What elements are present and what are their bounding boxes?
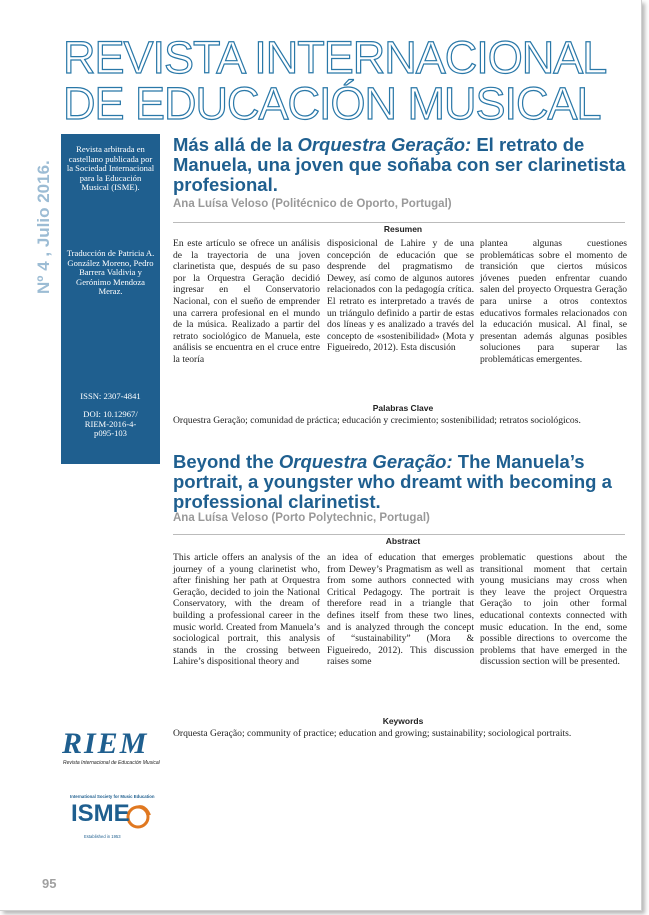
- abstract-heading: Abstract: [385, 536, 421, 546]
- spanish-abstract-col-1: En este artículo se ofrece un análisis de la trayectoria de una joven clarinetista que, después de su paso por la Orquestra Geração decidió ingresar en el Conservatorio Nacional, con el sueño de emprender una carrera profesional en el mundo de la música. Realizado a partir del retrato sociológico de Manuela, este análisis se encuentra en el cruce entre la teoría: [173, 238, 320, 365]
- spanish-author: Ana Luísa Veloso (Politécnico de Oporto, Portugal): [173, 198, 452, 210]
- doi-line-3: p095-103: [94, 428, 127, 439]
- resumen-heading: Resumen: [383, 224, 423, 234]
- english-abstract-col-3: problematic questions about the transitional moment that certain young musicians may cross when they leave the project Orquestra Geração to join other formal educational contexts connected with music education. In the end, some possible directions to overcome the problems that have emerged in the discussion section will be presented.: [480, 552, 627, 668]
- issue-label: Nº 4 , Julio 2016.: [34, 160, 53, 294]
- sidebar-intro: Revista arbitrada en castellano publicada por la Sociedad Internacional para la Educación Musical (ISME).: [66, 144, 155, 193]
- page-number: 95: [42, 876, 57, 891]
- isme-logo: ISME: [71, 800, 130, 827]
- logos-block: [62, 727, 162, 847]
- journal-title-line-2: DE EDUCACIÓN MUSICAL: [63, 78, 601, 129]
- isme-subtitle: International Society for Music Education: [70, 794, 155, 799]
- spanish-title-part-1: Más allá de la: [173, 134, 298, 155]
- sidebar-issn: ISSN: 2307-4841: [80, 391, 141, 401]
- english-title-italic: Orquestra Geração:: [278, 451, 453, 472]
- palabras-clave-heading: Palabras Clave: [372, 403, 434, 413]
- info-sidebar: [61, 134, 160, 464]
- spanish-abstract-col-3: plantea algunas cuestiones problemáticas sobre el momento de transición que ciertos músicos jóvenes pueden enfrentar cuando salen del proyecto Orquestra Geração para unirse a otros contextos educativos formales relacionados con la educación musical. Al final, se presentan además algunas posibles soluciones para superar las problemáticas emergentes.: [480, 238, 627, 365]
- spanish-article-title: [173, 135, 633, 195]
- doi-line-1: DOI: 10.12967/: [83, 409, 138, 419]
- english-abstract-col-2: an idea of education that emerges from Dewey’s Pragmatism as well as from some authors connected with Critical Pedagogy. The portrait is therefore read in a triangle that defines itself from these two lines, and is analyzed through the concept of “sustainability” (Mora & Figueiredo, 2012). This discussion raises some: [327, 552, 474, 668]
- spanish-title-italic: Orquestra Geração:: [297, 134, 472, 155]
- keywords-heading: Keywords: [382, 716, 424, 726]
- isme-established: Established in 1953: [84, 834, 121, 839]
- sidebar-translation: Traducción de Patricia A. González Moreno, Pedro Barrera Valdivia y Gerónimo Mendoza Meraz.: [66, 248, 155, 297]
- spanish-keywords: Orquestra Geração; comunidad de práctica; educación y crecimiento; sostenibilidad; retratos sociológicos.: [173, 415, 581, 426]
- sidebar-doi: [66, 410, 155, 439]
- resumen-divider: [173, 222, 625, 223]
- riem-subtitle: Revista Internacional de Educación Musical: [63, 760, 160, 766]
- doi-line-2: RIEM-2016-4-: [84, 418, 137, 429]
- english-author: Ana Luísa Veloso (Porto Polytechnic, Portugal): [173, 512, 430, 524]
- abstract-divider: [173, 534, 625, 535]
- spanish-title-part-2: El retrato de Manuela, una joven que soñaba con ser clarinetista profesional.: [173, 134, 626, 195]
- english-keywords: Orquesta Geração; community of practice; education and growing; sustainability; sociological portraits.: [173, 728, 572, 739]
- spanish-abstract-col-2: disposicional de Lahire y de una concepción de educación que se desprende del pragmatismo de Dewey, así como de algunos autores relacionados con la pedagogía crítica. El retrato es interpretado a través de un triángulo definido a partir de estas dos líneas y es analizado a través del concepto de «sostenibilidad» (Mota y Figueiredo, 2012). Esta discusión: [327, 238, 474, 354]
- english-abstract-col-1: This article offers an analysis of the journey of a young clarinetist who, after finishing her path at Orquestra Geração, decided to join the National Conservatory, with the dream of building a professional career in the music world. Created from Manuela’s sociological portrait, this analysis stands in the crossing between Lahire’s dispositional theory and: [173, 552, 320, 668]
- journal-title-line-1: REVISTA INTERNACIONAL: [63, 32, 607, 83]
- english-title-part-2: The Manuela’s portrait, a youngster who dreamt with becoming a professional clarinetist.: [173, 451, 612, 512]
- english-title-part-1: Beyond the: [173, 451, 279, 472]
- english-article-title: [173, 452, 633, 512]
- riem-logo: RIEM: [62, 727, 149, 760]
